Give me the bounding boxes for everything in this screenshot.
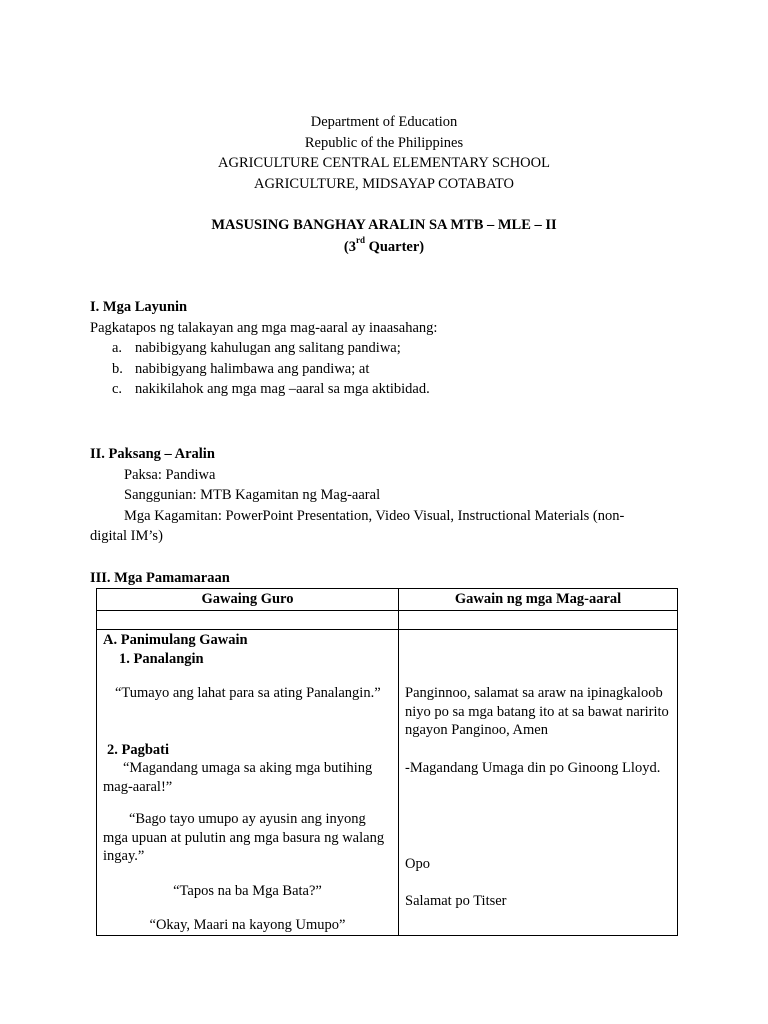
tapos-guro-text: “Tapos na ba Mga Bata?” (173, 882, 322, 899)
section-paksang-aralin (90, 444, 670, 547)
tapos-mag-aaral-text: Opo (405, 856, 430, 872)
pagbati-mag-aaral-text: -Magandang Umaga din po Ginoong Lloyd. (405, 759, 661, 776)
header-republic: Republic of the Philippines (304, 134, 464, 151)
panalangin-guro-text: “Tumayo ang lahat para sa ating Panalangin.” (115, 685, 381, 701)
column-header-guro: Gawaing Guro (97, 589, 399, 611)
lesson-plan-title (0, 215, 768, 259)
paksa-line: Paksa: Pandiwa (124, 466, 216, 483)
list-item: a. nabibigyang kahulugan ang salitang pandiwa; (112, 340, 401, 356)
pamamaraan-heading: III. Mga Pamamaraan (90, 570, 230, 586)
list-item: b. nabibigyang halimbawa ang pandiwa; at (112, 360, 370, 377)
title-main: MASUSING BANGHAY ARALIN SA MTB – MLE – II (211, 217, 557, 233)
kagamitan-line-cont: digital IM’s) (90, 528, 163, 544)
section-pamamaraan (90, 568, 690, 589)
title-quarter: (3rd Quarter) (343, 235, 425, 255)
column-header-mag-aaral: Gawain ng mga Mag-aaral (399, 589, 678, 611)
table-cell (97, 611, 399, 630)
section-layunin (90, 297, 690, 400)
guro-cell (97, 630, 399, 936)
header-department: Department of Education (310, 114, 458, 130)
table-row (97, 611, 678, 630)
layunin-list (90, 338, 690, 400)
panimulang-gawain-heading: A. Panimulang Gawain (103, 632, 248, 648)
layunin-intro: Pagkatapos ng talakayan ang mga mag-aaral ay inaasahang: (90, 319, 438, 336)
layunin-heading: I. Mga Layunin (90, 299, 188, 315)
header-address: AGRICULTURE, MIDSAYAP COTABATO (253, 175, 515, 192)
ayusin-guro-text: “Bago tayo umupo ay ayusin ang inyong mga upuan at pulutin ang mga basura ng walang ingay.” (103, 811, 385, 864)
kagamitan-line: Mga Kagamitan: PowerPoint Presentation, Video Visual, Instructional Materials (non- (124, 507, 625, 524)
procedure-table (96, 588, 678, 936)
pagbati-guro-text: “Magandang umaga sa aking mga butihing mag-aaral!” (103, 760, 373, 795)
paksang-aralin-heading: II. Paksang – Aralin (90, 446, 215, 462)
panalangin-heading: 1. Panalangin (119, 650, 204, 667)
table-cell (399, 611, 678, 630)
panalangin-mag-aaral-text: Panginnoo, salamat sa araw na ipinagkaloob niyo po sa mga batang ito at sa bawat naririto ngayon Panginoo, Amen (405, 685, 669, 738)
umupo-mag-aaral-text: Salamat po Titser (405, 892, 507, 909)
pagbati-heading: 2. Pagbati (107, 741, 170, 758)
mag-aaral-cell (399, 630, 678, 936)
umupo-guro-text: “Okay, Maari na kayong Umupo” (149, 917, 346, 933)
header-school: AGRICULTURE CENTRAL ELEMENTARY SCHOOL (218, 155, 550, 171)
table-row (97, 630, 678, 936)
sanggunian-line: Sanggunian: MTB Kagamitan ng Mag-aaral (124, 487, 381, 503)
document-header (0, 112, 768, 194)
table-header-row (97, 589, 678, 611)
list-item: c. nakikilahok ang mga mag –aaral sa mga aktibidad. (112, 381, 430, 397)
